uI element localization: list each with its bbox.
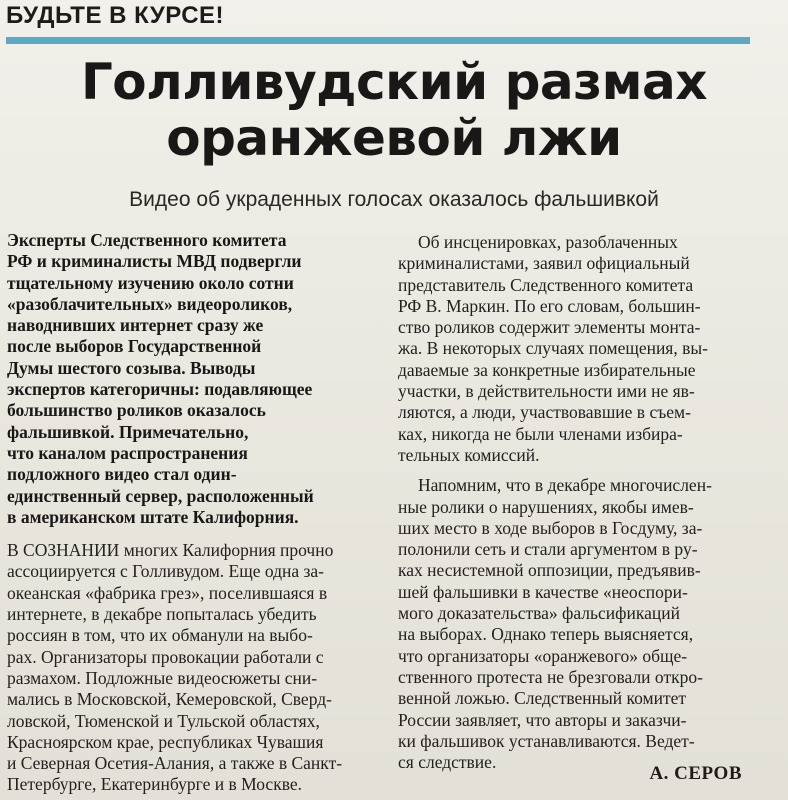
- body-line: тельных комиссий.: [398, 444, 540, 465]
- body-line: даваемые за конкретные избирательные: [398, 359, 696, 380]
- body-line: ках, никогда не были членами избира-: [398, 423, 683, 444]
- body-line: рах. Организаторы провокации работали с: [7, 646, 324, 667]
- body-line: размахом. Подложные видеосюжеты сни-: [7, 667, 318, 688]
- body-line: ство роликов содержит элементы монта-: [398, 317, 701, 338]
- body-line: шей фальшивки в качестве «неоспори-: [398, 581, 688, 602]
- body-line: ки фальшивок устанавливаются. Ведет-: [398, 730, 695, 751]
- body-line: ловской, Тюменской и Тульской областях,: [7, 710, 320, 731]
- lead-line: «разоблачительных» видеороликов,: [7, 293, 293, 314]
- body-line: что организаторы «оранжевого» обще-: [398, 645, 688, 666]
- lead-line: после выборов Государственной: [7, 336, 262, 357]
- lead-line: что каналом распространения: [7, 442, 248, 463]
- body-line: ственного протеста не брезговали откро-: [398, 666, 703, 687]
- body-line: РФ В. Маркин. По его словам, большин-: [398, 295, 701, 316]
- body-line: венной ложью. Следственный комитет: [398, 688, 687, 709]
- body-line: мались в Московской, Кемеровской, Сверд-: [7, 689, 332, 710]
- body-paragraph-california: [7, 540, 380, 796]
- body-line: россиян в том, что их обманули на выбо-: [7, 625, 313, 646]
- left-column: [7, 230, 380, 796]
- lead-line: большинство роликов оказалось: [7, 400, 266, 421]
- lead-line: подложного видео стал один-: [7, 464, 237, 485]
- body-line: океанская «фабрика грез», поселившаяся в: [7, 582, 328, 603]
- body-line: криминалистами, заявил официальный: [398, 253, 690, 274]
- lead-line: наводнивших интернет сразу же: [7, 315, 264, 336]
- rubric-divider: [6, 37, 750, 44]
- author-byline: А. СЕРОВ: [649, 763, 742, 784]
- body-line: Красноярском крае, республиках Чувашия: [7, 731, 324, 752]
- body-line: Об инсценировках, разоблаченных: [418, 232, 678, 252]
- body-line: ших место в ходе выборов в Госдуму, за-: [398, 517, 703, 538]
- right-column: [398, 232, 758, 773]
- headline-line: оранжевой лжи: [166, 109, 622, 167]
- body-paragraph-markin: [398, 232, 758, 466]
- body-line: участки, в действительности ими не яв-: [398, 381, 695, 402]
- body-paragraph-reminder: [398, 475, 758, 773]
- body-line: ках несистемной оппозиции, предъявив-: [398, 560, 701, 581]
- lead-line: единственный сервер, расположенный: [7, 485, 314, 506]
- body-line: полонили сеть и стали аргументом в ру-: [398, 539, 698, 560]
- body-line: В СОЗНАНИИ многих Калифорния прочно: [7, 540, 334, 561]
- body-line: и Северная Осетия-Алания, а также в Санкт-: [7, 753, 343, 774]
- lead-line: экспертов категоричны: подавляющее: [7, 379, 313, 400]
- lead-line: фальшивкой. Примечательно,: [7, 421, 249, 442]
- body-line: России заявляет, что авторы и заказчи-: [398, 709, 687, 730]
- body-line: ные ролики о нарушениях, якобы имев-: [398, 496, 694, 517]
- lead-line: РФ и криминалисты МВД подвергли: [7, 251, 302, 272]
- lead-paragraph: [7, 230, 380, 528]
- body-line: на выборах. Однако теперь выясняется,: [398, 624, 694, 645]
- body-line: ляются, а люди, участвовавшие в съем-: [398, 402, 691, 423]
- lead-line: Эксперты Следственного комитета: [7, 230, 287, 250]
- lead-line: тщательному изучению около сотни: [7, 272, 294, 293]
- lead-line: Думы шестого созыва. Выводы: [7, 357, 256, 378]
- body-line: ся следствие.: [398, 752, 497, 773]
- body-line: мого доказательства» фальсификаций: [398, 603, 680, 624]
- body-line: представитель Следственного комитета: [398, 274, 694, 295]
- lead-line: в американском штате Калифорния.: [7, 506, 299, 527]
- body-line: Петербурге, Екатеринбурге и в Москве.: [7, 774, 302, 795]
- body-line: ассоциируется с Голливудом. Еще одна за-: [7, 561, 325, 582]
- article-subheadline: Видео об украденных голосах оказалось фальшивкой: [129, 188, 659, 211]
- body-line: интернете, в декабре попыталась убедить: [7, 604, 317, 625]
- headline-line: Голливудский размах: [80, 53, 708, 111]
- article-headline: [0, 54, 788, 166]
- section-rubric: БУДЬТЕ В КУРСЕ!: [6, 2, 225, 29]
- body-line: жа. В некоторых случаях помещения, вы-: [398, 338, 708, 359]
- body-line: Напомним, что в декабре многочислен-: [418, 475, 712, 496]
